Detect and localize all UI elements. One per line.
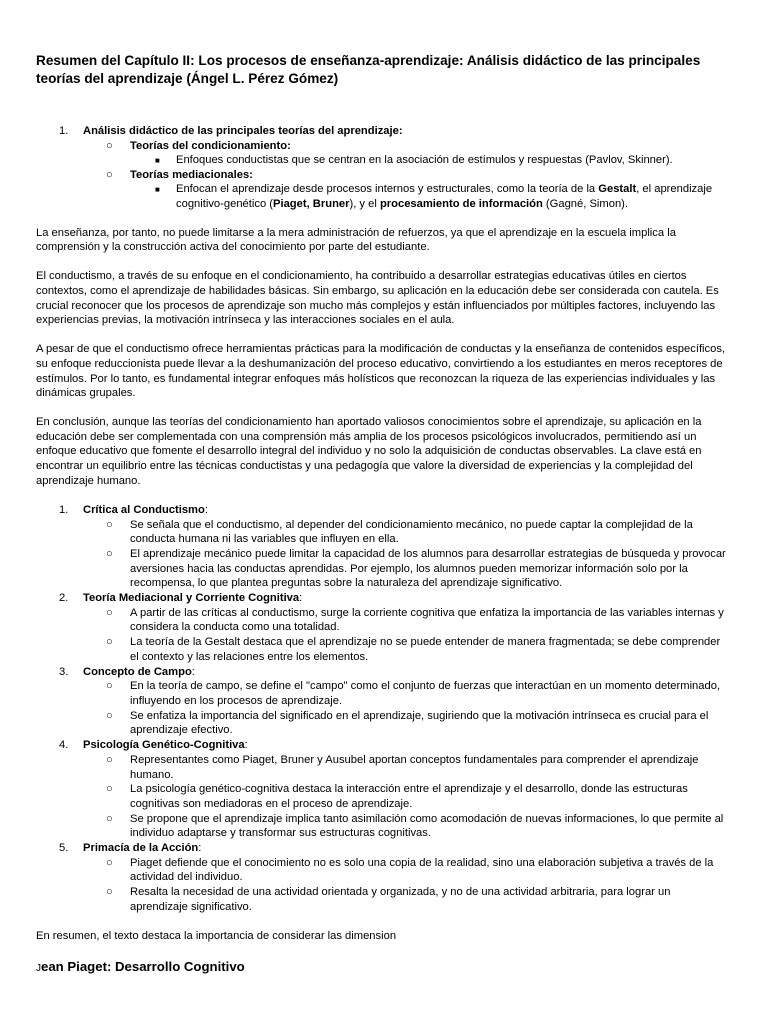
sublist-item	[83, 709, 730, 738]
paragraph: El conductismo, a través de su enfoque en el condicionamiento, ha contribuido a desarrollar estrategias educativas útiles en ciertos contextos, como el aprendizaje de habilidades básicas. Sin embargo, su aplicación en la educación debe ser considerada con cautela. Es crucial reconocer que los procesos de aprendizaje son mucho más complejos y están influenciados por múltiples factores, incluyendo las experiencias previas, la motivación intrínseca y las interacciones sociales en el aula.	[36, 270, 719, 327]
text-run: ), y el	[349, 197, 380, 210]
bold-term: Piaget, Bruner	[273, 197, 350, 210]
list-heading: Análisis didáctico de las principales teorías del aprendizaje:	[83, 125, 403, 137]
subsublist-item	[130, 153, 730, 168]
sublist-title: Teorías del condicionamiento:	[130, 139, 291, 152]
square-bullet-icon: ■	[155, 185, 160, 195]
list-item-title: Crítica al Conductismo	[83, 503, 205, 516]
bold-term: procesamiento de información	[379, 197, 543, 210]
sublist-text: A partir de las críticas al conductismo, surge la corriente cognitiva que enfatiza la importancia de las variables internas y considera la conducta como una totalidad.	[130, 606, 724, 634]
text-run: Enfocan el aprendizaje desde procesos internos y estructurales, como la teoría de la	[176, 183, 599, 196]
sublist-text: En la teoría de campo, se define el "campo" como el conjunto de fuerzas que interactúan en un momento determinado, influyendo en los procesos de aprendizaje.	[130, 680, 721, 707]
circle-bullet-icon: ○	[106, 856, 113, 869]
sublist-item	[83, 679, 730, 708]
theories-list-item	[36, 124, 730, 212]
circle-bullet-icon: ○	[106, 606, 113, 619]
sublist-item	[83, 782, 730, 811]
sublist-text: Representantes como Piaget, Bruner y Ausubel aportan conceptos fundamentales para comprender el aprendizaje humano.	[130, 753, 699, 781]
square-bullet-icon: ■	[155, 156, 160, 166]
sublist-item-condicionamiento	[83, 139, 730, 168]
circle-bullet-icon: ○	[106, 139, 113, 152]
list-item-title: Teoría Mediacional y Corriente Cognitiva	[83, 592, 300, 605]
subsublist-text	[176, 183, 712, 210]
sublist-item	[83, 606, 730, 635]
sublist-text: Se señala que el conductismo, al depender del condicionamiento mecánico, no puede captar la complejidad de la conducta humana ni las variables que influyen en ella.	[130, 518, 693, 546]
circle-bullet-icon: ○	[106, 812, 113, 825]
circle-bullet-icon: ○	[106, 636, 113, 649]
sublist-text: Se propone que el aprendizaje implica tanto asimilación como acomodación de nuevas informaciones, lo que permite al individuo adaptarse y transformar sus estructuras cognitivas.	[130, 812, 724, 840]
sublist-item	[83, 547, 730, 591]
paragraph: La enseñanza, por tanto, no puede limitarse a la mera administración de refuerzos, ya que el aprendizaje en la escuela implica la comprensión y la construcción activa del conocimiento por parte del estudiante.	[36, 226, 676, 254]
subsublist-text: Enfoques conductistas que se centran en la asociación de estímulos y respuestas (Pavlov, Skinner).	[176, 154, 673, 167]
list-item-title: Psicología Genético-Cognitiva	[83, 739, 245, 752]
list-number: 1.	[59, 503, 69, 516]
theories-list	[36, 124, 730, 212]
summary-list-item	[36, 841, 730, 915]
list-item-title: Primacía de la Acción	[83, 842, 199, 855]
circle-bullet-icon: ○	[106, 168, 113, 181]
list-number: 2.	[59, 592, 69, 605]
bold-term: Gestalt	[598, 183, 637, 196]
summary-list-item	[36, 665, 730, 739]
list-item-colon: :	[244, 739, 248, 752]
sublist-item	[83, 753, 730, 782]
text-run: (Gagné, Simon).	[542, 197, 629, 210]
sublist-text: Se enfatiza la importancia del significado en el aprendizaje, sugiriendo que la motivación intrínseca es crucial para el aprendizaje efectivo.	[130, 709, 709, 737]
sublist-title: Teorías mediacionales:	[130, 168, 253, 181]
circle-bullet-icon: ○	[106, 518, 113, 531]
circle-bullet-icon: ○	[106, 680, 113, 693]
text-run: , el aprendizaje cognitivo-genético (	[176, 183, 713, 210]
summary-list-item	[36, 503, 730, 591]
sublist-text: La teoría de la Gestalt destaca que el aprendizaje no se puede entender de manera fragmentada; se debe comprender el contexto y las relaciones entre los elementos.	[130, 636, 721, 663]
closing-paragraph: En resumen, el texto destaca la importancia de considerar las dimension	[36, 929, 397, 942]
circle-bullet-icon: ○	[106, 709, 113, 722]
list-item-colon: :	[191, 665, 195, 678]
list-item-title: Concepto de Campo	[83, 665, 192, 678]
summary-list	[36, 503, 730, 915]
next-section-title	[36, 958, 730, 978]
sublist-text: La psicología genético-cognitiva destaca la interacción entre el aprendizaje y el desarrollo, donde las estructuras cognitivas son mediadoras en el proceso de aprendizaje.	[130, 783, 688, 810]
sublist-item	[83, 635, 730, 664]
summary-list-item	[36, 591, 730, 665]
list-item-colon: :	[204, 503, 208, 516]
sublist-item	[83, 856, 730, 885]
list-item-colon: :	[198, 842, 202, 855]
circle-bullet-icon: ○	[106, 783, 113, 796]
subsublist-item	[130, 182, 730, 211]
circle-bullet-icon: ○	[106, 753, 113, 766]
title-rest: ean Piaget: Desarrollo Cognitivo	[41, 958, 245, 974]
list-number: 4.	[59, 739, 69, 752]
circle-bullet-icon: ○	[106, 886, 113, 899]
sublist-text: Resalta la necesidad de una actividad orientada y organizada, y no de una actividad arbitraria, para lograr un aprendizaje significativo.	[130, 886, 671, 913]
sublist-item	[83, 885, 730, 914]
sublist-item-mediacionales	[83, 168, 730, 212]
sublist-text: Piaget defiende que el conocimiento no es solo una copia de la realidad, sino una elaboración subjetiva a través de la actividad del individuo.	[130, 856, 714, 884]
sublist-item	[83, 812, 730, 841]
paragraph: En conclusión, aunque las teorías del condicionamiento han aportado valiosos conocimientos sobre el aprendizaje, su aplicación en la educación debe ser complementada con una comprensión más amplia de los procesos psicológicos involucrados, permitiendo así un enfoque educativo que fomente el desarrollo integral del individuo y no solo la adquisición de conductas observables. La clave está en encontrar un equilibrio entre las técnicas conductistas y una pedagogía que valore la diversidad de experiencias y la complejidad del aprendizaje humano.	[36, 416, 702, 487]
paragraph: A pesar de que el conductismo ofrece herramientas prácticas para la modificación de conductas y la enseñanza de contenidos específicos, su enfoque reduccionista puede llevar a la deshumanización del proceso educativo, convirtiendo a los estudiantes en meros receptores de estímulos. Por lo tanto, es fundamental integrar enfoques más holísticos que reconozcan la riqueza de las experiencias individuales y las dinámicas grupales.	[36, 343, 726, 400]
list-number: 3.	[59, 665, 69, 678]
list-item-colon: :	[299, 592, 303, 605]
sublist-text: El aprendizaje mecánico puede limitar la capacidad de los alumnos para desarrollar estrategias de búsqueda y provocar aversiones hacia las conductas aprendidas. Por ejemplo, los alumnos pueden memorizar información solo por la recompensa, lo que plantea preguntas sobre la naturaleza del aprendizaje significativo.	[130, 547, 726, 590]
list-number: 5.	[59, 842, 69, 855]
summary-list-item	[36, 738, 730, 841]
circle-bullet-icon: ○	[106, 547, 113, 560]
sublist-item	[83, 518, 730, 547]
document-title: Resumen del Capítulo II: Los procesos de enseñanza-aprendizaje: Análisis didáctico de las principales teorías del aprendizaje (Ángel L. Pérez Gómez)	[36, 53, 701, 86]
title-initial: J	[36, 962, 41, 974]
list-number: 1.	[59, 125, 69, 137]
